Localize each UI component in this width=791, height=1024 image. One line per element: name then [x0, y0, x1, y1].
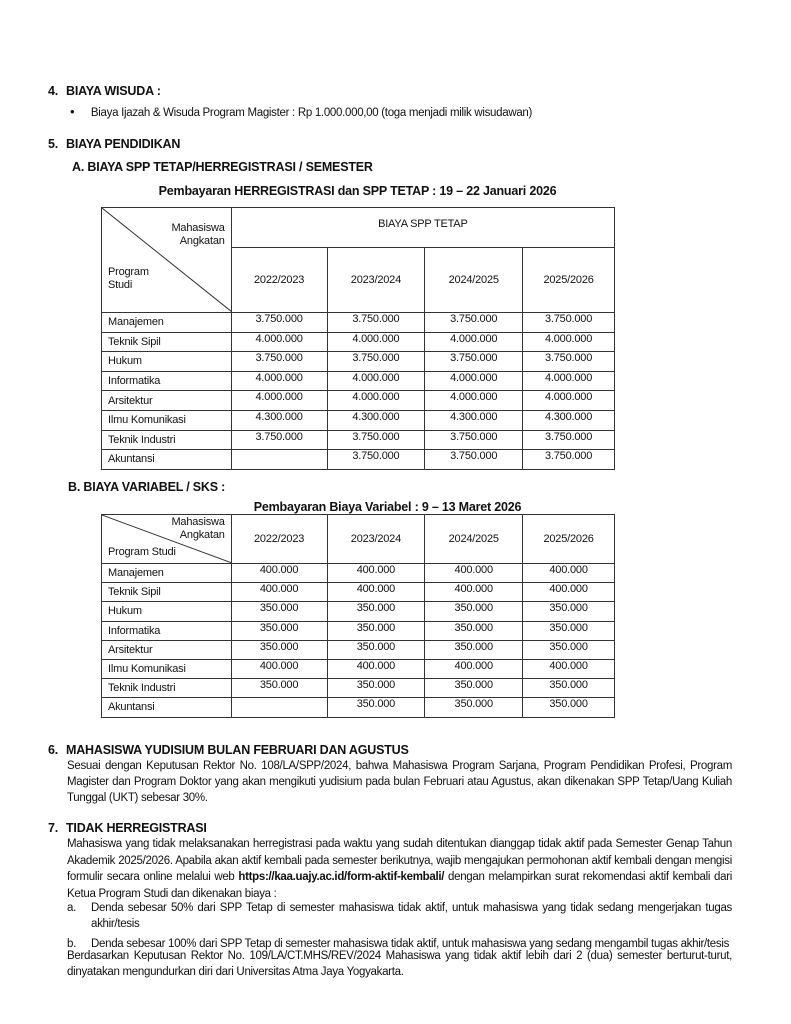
spp-table-caption: Pembayaran HERREGISTRASI dan SPP TETAP : 19 – 22 Januari 2026 [158, 184, 557, 198]
program-studi-label: Program Studi [108, 266, 149, 291]
subsection-b-heading: B. BIAYA VARIABEL / SKS : [68, 480, 226, 494]
section-title: BIAYA PENDIDIKAN [66, 137, 181, 151]
column-header: 2022/2023 [231, 515, 327, 564]
section-7-heading [48, 821, 207, 835]
group-header: BIAYA SPP TETAP [231, 208, 614, 248]
list-item: a. Denda sebesar 50% dari SPP Tetap di semester mahasiswa tidak aktif, untuk mahasiswa yang tidak sedang mengerjakan tugas akhir/tesis [67, 902, 732, 930]
table-row: Hukum 3.750.000 3.750.000 3.750.000 3.750.000 [102, 352, 615, 372]
table-row: Arsitektur 350.000 350.000 350.000 350.000 [102, 640, 615, 659]
table-row: Teknik Sipil 4.000.000 4.000.000 4.000.000 4.000.000 [102, 332, 615, 352]
subsection-a-heading: A. BIAYA SPP TETAP/HERREGISTRASI / SEMESTER [72, 160, 373, 174]
column-header: 2024/2025 [425, 248, 523, 313]
table-row: Ilmu Komunikasi 400.000 400.000 400.000 400.000 [102, 659, 615, 678]
column-header: 2023/2024 [327, 248, 425, 313]
table-row: Akuntansi 350.000 350.000 350.000 [102, 698, 615, 717]
wisuda-fee-text: Biaya Ijazah & Wisuda Program Magister : Rp 1.000.000,00 (toga menjadi milik wisudawan) [90, 107, 533, 119]
biaya-variabel-table [101, 514, 615, 718]
column-header: 2025/2026 [523, 515, 615, 564]
diagonal-header-cell [102, 208, 232, 313]
angkatan-label: Mahasiswa Angkatan [171, 222, 225, 247]
angkatan-label: Mahasiswa Angkatan [171, 516, 225, 541]
column-header: 2022/2023 [231, 248, 327, 313]
table-row: Informatika 4.000.000 4.000.000 4.000.000 4.000.000 [102, 371, 615, 391]
table-row: Teknik Sipil 400.000 400.000 400.000 400.000 [102, 583, 615, 602]
section-number: 6. [48, 743, 59, 757]
list-marker: b. [67, 938, 76, 950]
list-item: b. Denda sebesar 100% dari SPP Tetap di semester mahasiswa tidak aktif, untuk mahasiswa yang sedang mengambil tugas akhir/tesis [67, 938, 730, 950]
table-row: Manajemen 400.000 400.000 400.000 400.000 [102, 564, 615, 583]
section-title: TIDAK HERREGISTRASI [66, 821, 207, 835]
section-5-heading [48, 137, 180, 151]
section-7-closing: Berdasarkan Keputusan Rektor No. 109/LA/CT.MHS/REV/2024 Mahasiswa yang tidak aktif lebih dari 2 (dua) semester berturut-turut, dinyatakan mengundurkan diri dari Universitas Atma Jaya Yogyakarta. [67, 950, 732, 978]
table-row: Arsitektur 4.000.000 4.000.000 4.000.000 4.000.000 [102, 391, 615, 411]
program-studi-label: Program Studi [108, 546, 176, 558]
section-6-heading [48, 743, 409, 757]
section-title: MAHASISWA YUDISIUM BULAN FEBRUARI DAN AGUSTUS [66, 743, 409, 757]
column-header: 2025/2026 [523, 248, 615, 313]
section-title: BIAYA WISUDA : [66, 84, 161, 98]
wisuda-fee-item [70, 104, 532, 119]
column-header: 2024/2025 [425, 515, 523, 564]
section-number: 7. [48, 821, 59, 835]
section-7-body: Mahasiswa yang tidak melaksanakan herregistrasi pada waktu yang sudah ditentukan dianggap tidak aktif pada Semester Genap Tahun Akademik 2025/2026. Apabila akan aktif kembali pada semester berikutnya, wajib mengajukan permohonan aktif kembali dengan mengisi formulir secara online melalui web https://kaa.uajy.ac.id/form-aktif-kembali/ dengan melampirkan surat rekomendasi aktif kembali dari Ketua Program Studi dan dikenakan biaya : [67, 838, 732, 900]
spp-tetap-table [101, 207, 615, 470]
fine-list [67, 900, 732, 952]
section-4-heading [48, 84, 161, 98]
section-number: 5. [48, 137, 59, 151]
table-row: Akuntansi 3.750.000 3.750.000 3.750.000 [102, 450, 615, 470]
table-row: Manajemen 3.750.000 3.750.000 3.750.000 3.750.000 [102, 313, 615, 333]
table-row: Informatika 350.000 350.000 350.000 350.000 [102, 621, 615, 640]
section-number: 4. [48, 84, 59, 98]
table-row: Teknik Industri 350.000 350.000 350.000 350.000 [102, 679, 615, 698]
column-header: 2023/2024 [327, 515, 425, 564]
table-row: Teknik Industri 3.750.000 3.750.000 3.750.000 3.750.000 [102, 430, 615, 450]
table-row: Hukum 350.000 350.000 350.000 350.000 [102, 602, 615, 621]
variabel-table-caption: Pembayaran Biaya Variabel : 9 – 13 Maret 2026 [253, 500, 522, 514]
bullet-icon [70, 104, 78, 112]
diagonal-header-cell [102, 515, 232, 564]
table-row: Ilmu Komunikasi 4.300.000 4.300.000 4.300.000 4.300.000 [102, 410, 615, 430]
section-6-body: Sesuai dengan Keputusan Rektor No. 108/LA/SPP/2024, bahwa Mahasiswa Program Sarjana, Program Pendidikan Profesi, Program Magister dan Program Doktor yang akan mengikuti yudisium pada bulan Februari atau Agustus, akan dikenakan SPP Tetap/Uang Kuliah Tunggal (UKT) sebesar 30%. [67, 760, 732, 804]
aktif-kembali-link[interactable]: https://kaa.uajy.ac.id/form-aktif-kembali/ [238, 871, 445, 883]
list-marker: a. [67, 902, 76, 914]
